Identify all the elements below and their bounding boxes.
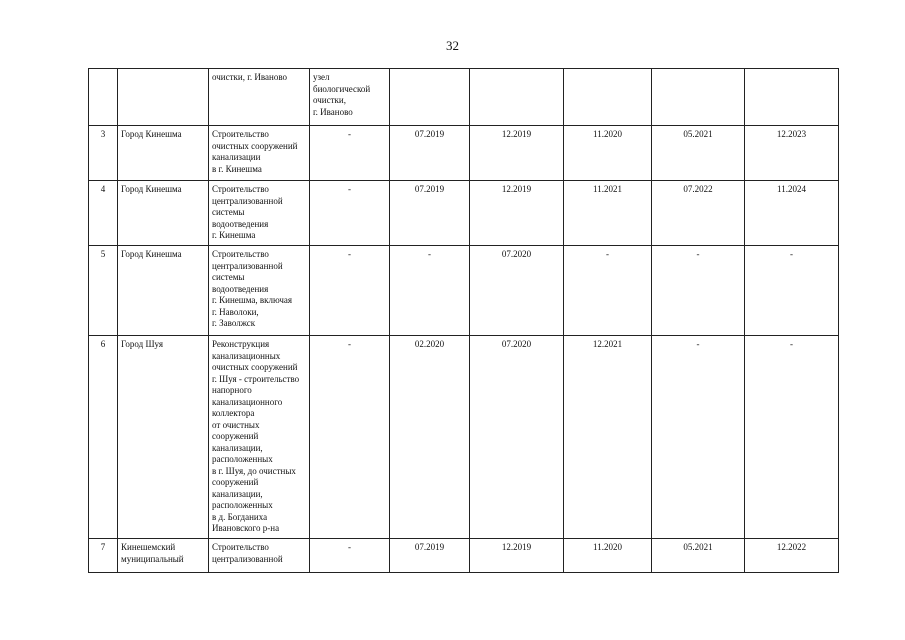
row-number: 6 — [89, 336, 118, 539]
date-cell: 05.2021 — [652, 539, 745, 573]
date-cell: 12.2022 — [745, 539, 839, 573]
object-cell: очистки, г. Иваново — [209, 69, 310, 126]
municipality-cell: Кинешемский муниципальный — [118, 539, 209, 573]
date-cell: 07.2020 — [470, 246, 564, 336]
date-cell: 02.2020 — [390, 336, 470, 539]
date-cell: - — [745, 246, 839, 336]
date-cell: 12.2019 — [470, 539, 564, 573]
object-cell: Строительство централизованной системы водоотведения г. Кинешма — [209, 181, 310, 246]
municipality-cell: Город Кинешма — [118, 246, 209, 336]
object-cell: Строительство централизованной системы водоотведения г. Кинешма, включая г. Наволоки, г. Заволжск — [209, 246, 310, 336]
date-cell: 07.2019 — [390, 126, 470, 181]
facility-cell: - — [310, 126, 390, 181]
object-cell: Строительство очистных сооружений канализации в г. Кинешма — [209, 126, 310, 181]
schedule-table — [88, 68, 839, 573]
table-row — [89, 126, 839, 181]
date-cell: - — [390, 246, 470, 336]
date-cell — [470, 69, 564, 126]
municipality-cell: Город Кинешма — [118, 126, 209, 181]
date-cell: 11.2021 — [564, 181, 652, 246]
row-number: 5 — [89, 246, 118, 336]
date-cell — [745, 69, 839, 126]
date-cell: - — [564, 246, 652, 336]
date-cell: 11.2020 — [564, 539, 652, 573]
municipality-cell — [118, 69, 209, 126]
table-row — [89, 246, 839, 336]
date-cell: - — [652, 336, 745, 539]
date-cell: 07.2019 — [390, 181, 470, 246]
date-cell: 07.2020 — [470, 336, 564, 539]
page-number: 32 — [446, 38, 459, 53]
facility-cell: - — [310, 181, 390, 246]
date-cell: 12.2019 — [470, 181, 564, 246]
row-number — [89, 69, 118, 126]
date-cell — [652, 69, 745, 126]
municipality-cell: Город Кинешма — [118, 181, 209, 246]
facility-cell: узел биологической очистки, г. Иваново — [310, 69, 390, 126]
row-number: 4 — [89, 181, 118, 246]
date-cell: 12.2023 — [745, 126, 839, 181]
date-cell: 12.2021 — [564, 336, 652, 539]
date-cell: - — [745, 336, 839, 539]
municipality-cell: Город Шуя — [118, 336, 209, 539]
row-number: 3 — [89, 126, 118, 181]
table-row — [89, 181, 839, 246]
date-cell: 11.2020 — [564, 126, 652, 181]
table-row — [89, 69, 839, 126]
date-cell — [564, 69, 652, 126]
object-cell: Реконструкция канализационных очистных сооружений г. Шуя - строительство напорного канализационного коллектора от очистных сооружений канализации, расположенных в г. Шуя, до очистных сооружений канализации, расположенных в д. Богданиха Ивановского р-на — [209, 336, 310, 539]
facility-cell: - — [310, 246, 390, 336]
facility-cell: - — [310, 336, 390, 539]
object-cell: Строительство централизованной — [209, 539, 310, 573]
date-cell: 11.2024 — [745, 181, 839, 246]
date-cell: 07.2022 — [652, 181, 745, 246]
date-cell: - — [652, 246, 745, 336]
row-number: 7 — [89, 539, 118, 573]
facility-cell: - — [310, 539, 390, 573]
table-row — [89, 539, 839, 573]
date-cell — [390, 69, 470, 126]
date-cell: 07.2019 — [390, 539, 470, 573]
date-cell: 05.2021 — [652, 126, 745, 181]
date-cell: 12.2019 — [470, 126, 564, 181]
table-row — [89, 336, 839, 539]
